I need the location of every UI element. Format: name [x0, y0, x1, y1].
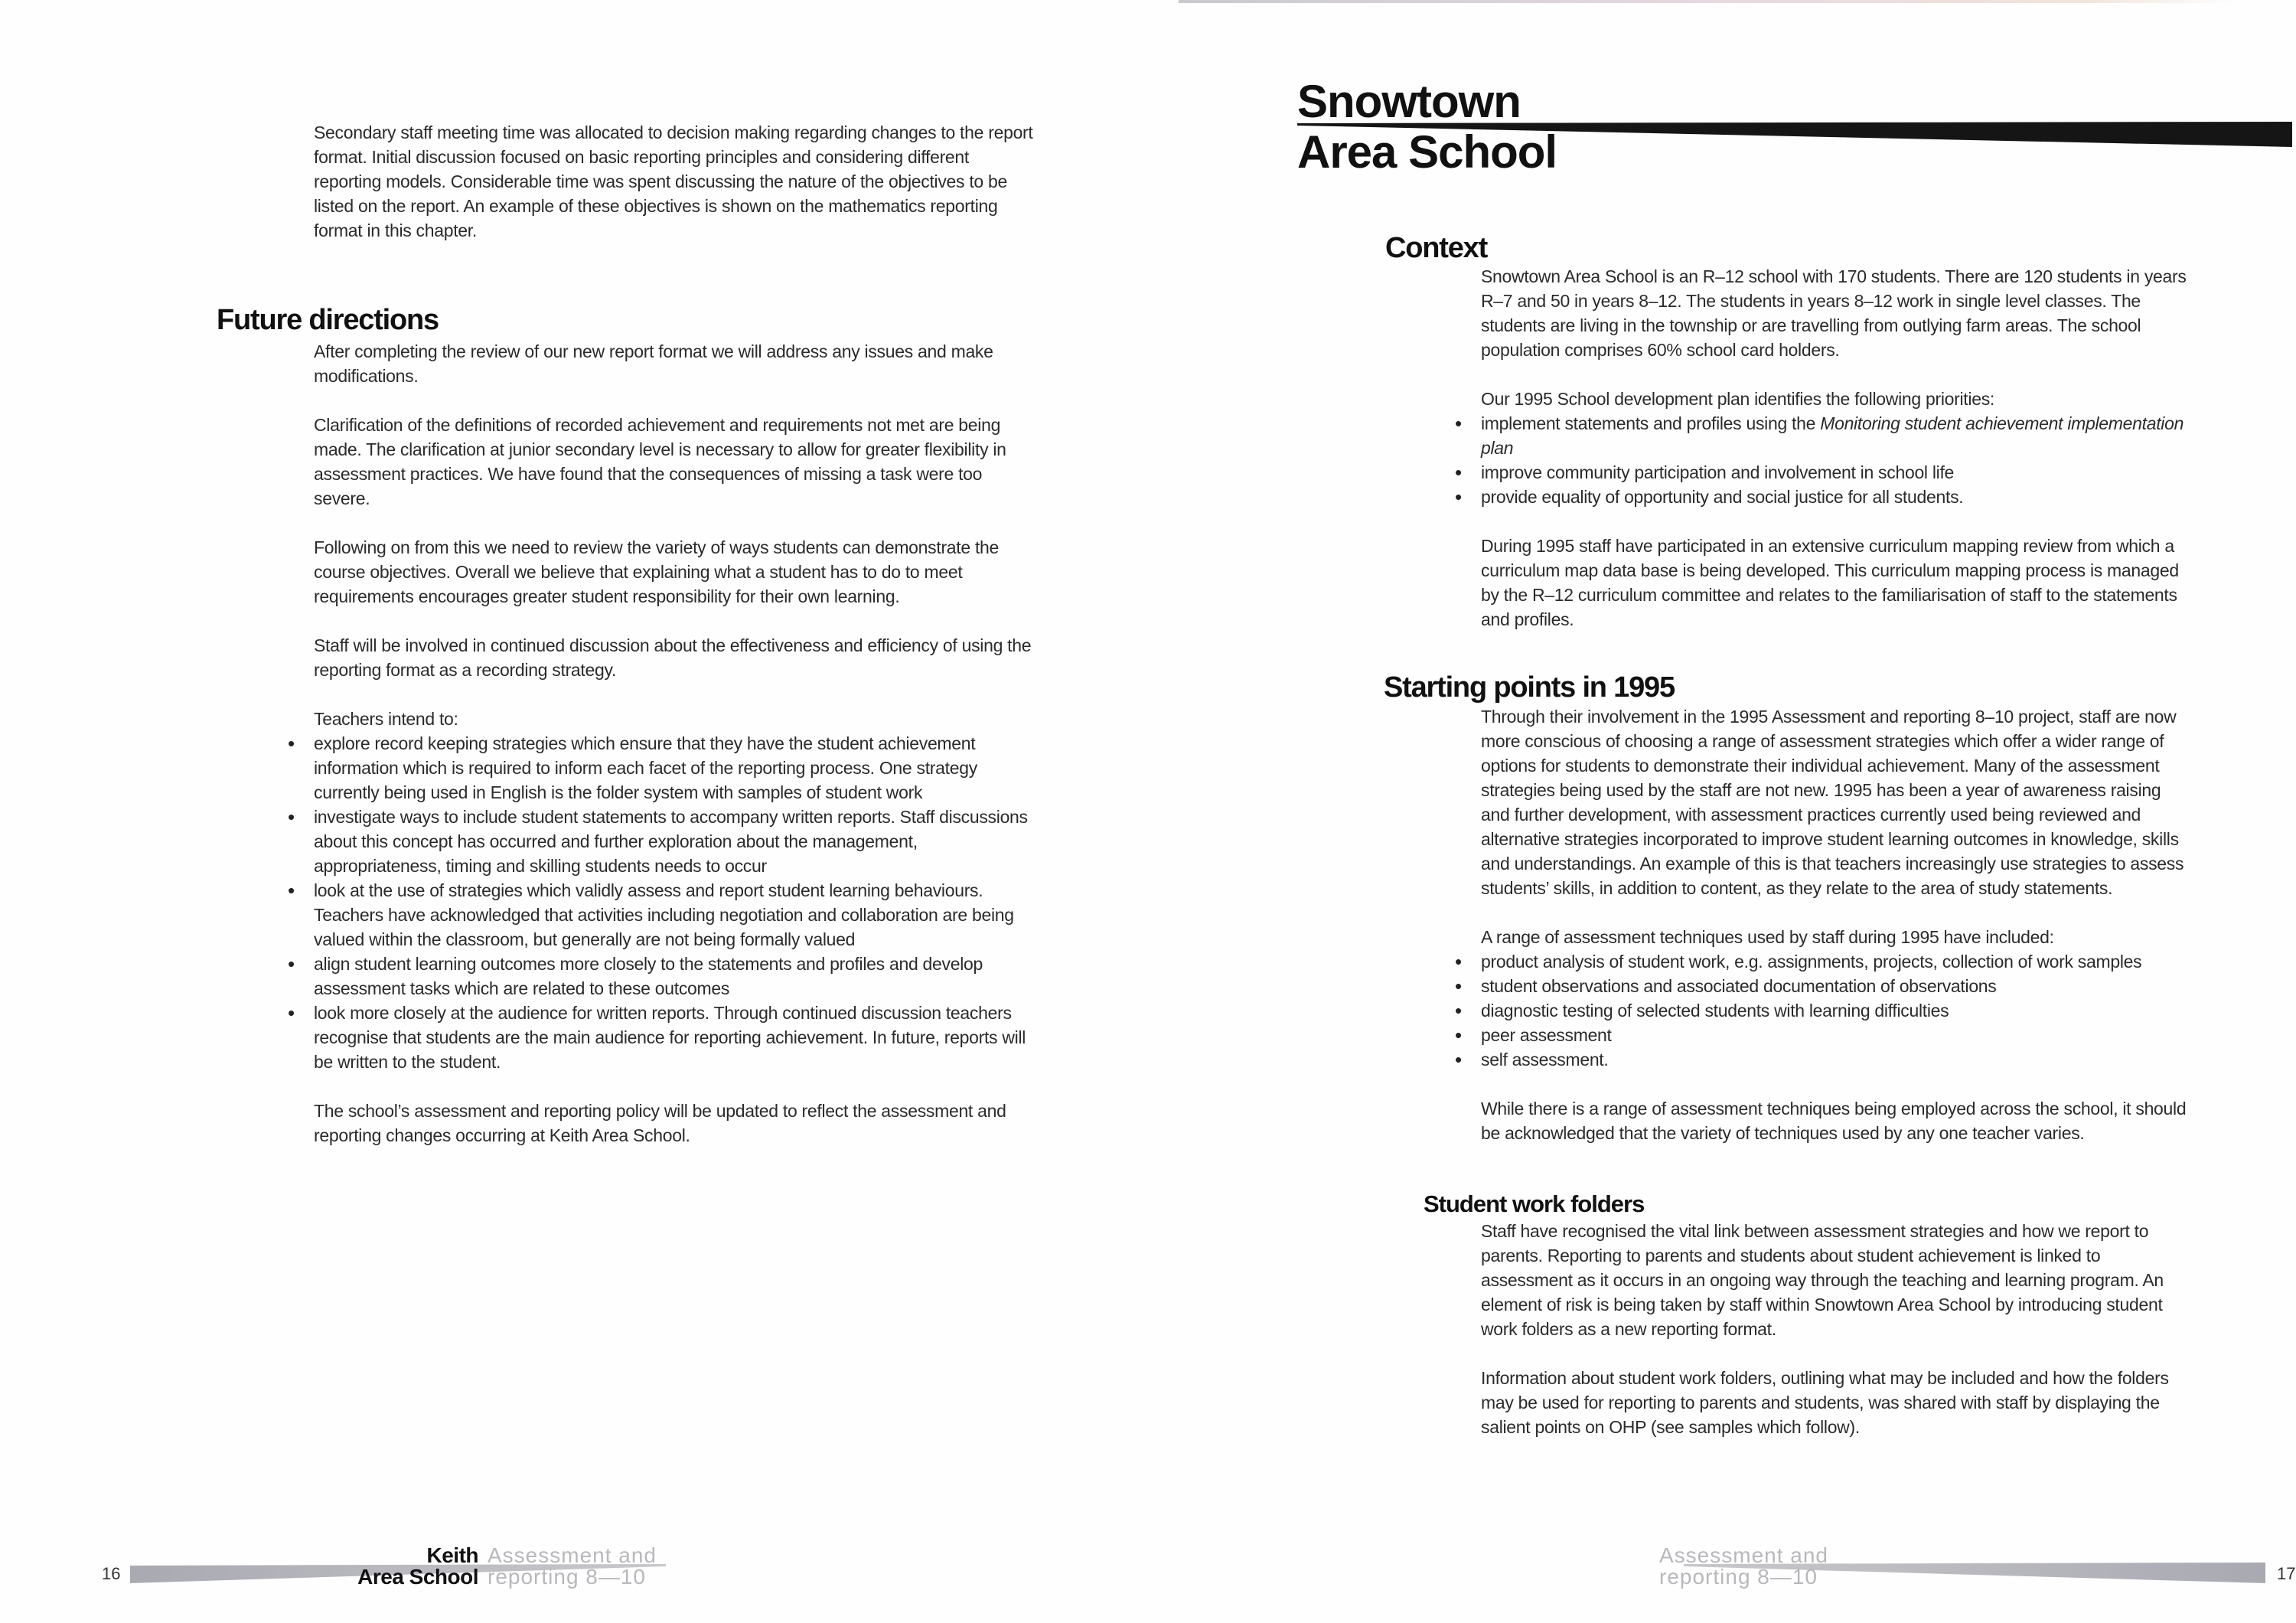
page-number: 16 — [102, 1564, 121, 1583]
future-directions-body — [314, 339, 1033, 1172]
techniques-list — [1481, 949, 2189, 1072]
paragraph: Staff have recognised the vital link between assessment strategies and how we report to parents. Reporting to parents and students about student achievement is linked to assessment as it occurs in an ongoing way through the teaching and learning program. An element of risk is being taken by staff within Snowtown Area School by introducing student work folders as a new reporting format. — [1481, 1221, 2164, 1339]
list-item: • diagnostic testing of selected students with learning difficulties — [1481, 998, 2189, 1023]
paragraph: During 1995 staff have participated in an extensive curriculum mapping review from which a curriculum map data base is being developed. This curriculum mapping process is managed by the R–12 curriculum committee and relates to the familiarisation of staff to the statements and profiles. — [1481, 536, 2179, 629]
footer-series-line1: Assessment and — [488, 1543, 657, 1567]
intro-block — [314, 120, 1033, 243]
school-title — [1297, 77, 1557, 178]
footer-series-title — [1659, 1545, 1858, 1588]
teachers-intend-list — [314, 731, 1033, 1074]
footer-school-name — [321, 1545, 478, 1588]
footer-school-line1: Keith — [426, 1543, 478, 1567]
paragraph: Information about student work folders, outlining what may be included and how the folders may be used for reporting to parents and students, was shared with staff by displaying the salient points on OHP (see samples which follow). — [1481, 1368, 2169, 1437]
context-body — [1481, 264, 2189, 632]
section-heading-future-directions: Future directions — [217, 304, 439, 336]
footer-series-line1: Assessment and — [1659, 1543, 1828, 1567]
footer-school-line2: Area School — [357, 1565, 478, 1589]
list-item: • product analysis of student work, e.g. assignments, projects, collection of work samples — [1481, 949, 2189, 974]
school-title-line1: Snowtown — [1297, 76, 1521, 127]
priority-italic-title: Monitoring student achievement implementation plan — [1481, 413, 2184, 458]
list-item: • self assessment. — [1481, 1047, 2189, 1072]
student-work-folders-body — [1481, 1219, 2189, 1439]
list-intro: Teachers intend to: — [314, 709, 458, 729]
list-item: • peer assessment — [1481, 1023, 2189, 1047]
section-heading-context: Context — [1385, 232, 1488, 264]
priority-text: implement statements and profiles using the — [1481, 413, 1821, 433]
list-item: • align student learning outcomes more closely to the statements and profiles and develop assessment tasks which are related to these outcomes — [314, 952, 1033, 1001]
paragraph: While there is a range of assessment techniques being employed across the school, it should be acknowledged that the variety of techniques used by any one teacher varies. — [1481, 1099, 2187, 1143]
footer-series-line2: reporting 8—10 — [1659, 1565, 1818, 1589]
subsection-heading-student-work-folders: Student work folders — [1424, 1190, 1645, 1217]
footer-series-line2: reporting 8—10 — [488, 1565, 647, 1589]
list-item: • provide equality of opportunity and social justice for all students. — [1481, 485, 2189, 509]
list-item: • improve community participation and involvement in school life — [1481, 460, 2189, 485]
paragraph: Through their involvement in the 1995 Assessment and reporting 8–10 project, staff are now more conscious of choosing a range of assessment strategies which offer a wider range of options for students to demonstrate their individual achievement. Many of the assessment strategies being used by the staff are not new. 1995 has been a year of awareness raising and further development, with assessment practices currently used being reviewed and alternative strategies incorporated to improve student learning outcomes in knowledge, skills and understandings. An example of this is that teachers increasingly use strategies to assess students’ skills, in addition to content, as they relate to the area of study statements. — [1481, 707, 2184, 898]
list-item — [1481, 411, 2189, 460]
right-page — [1148, 0, 2296, 1623]
paragraph: Clarification of the definitions of recorded achievement and requirements not met are being made. The clarification at junior secondary level is necessary to allow for greater flexibility in assessment practices. We have found that the consequences of missing a task were too severe. — [314, 415, 1006, 508]
paragraph: Snowtown Area School is an R–12 school with 170 students. There are 120 students in years R–7 and 50 in years 8–12. The students in years 8–12 work in single level classes. The students are living in the township or are travelling from outlying farm areas. The school population comprises 60% school card holders. — [1481, 266, 2187, 360]
priorities-intro: Our 1995 School development plan identifies the following priorities: — [1481, 389, 1994, 409]
list-item: • investigate ways to include student statements to accompany written reports. Staff discussions about this concept has occurred and further exploration about the management, appropriateness, timing and skilling students needs to occur — [314, 805, 1033, 878]
list-item: • look more closely at the audience for written reports. Through continued discussion teachers recognise that students are the main audience for reporting achievement. In future, reports will be written to the student. — [314, 1001, 1033, 1074]
paragraph: Following on from this we need to review the variety of ways students can demonstrate the course objectives. Overall we believe that explaining what a student has to do to meet requirements encourages greater student responsibility for their own learning. — [314, 537, 1000, 606]
paragraph: After completing the review of our new report format we will address any issues and make modifications. — [314, 341, 993, 386]
list-item: • student observations and associated documentation of observations — [1481, 974, 2189, 998]
priorities-list — [1481, 411, 2189, 509]
list-item: • explore record keeping strategies which ensure that they have the student achievement information which is required to inform each facet of the reporting process. One strategy currently being used in English is the folder system with samples of student work — [314, 731, 1033, 805]
paragraph: Staff will be involved in continued discussion about the effectiveness and efficiency of using the reporting format as a recording strategy. — [314, 635, 1032, 680]
closing-paragraph: The school’s assessment and reporting policy will be updated to reflect the assessment and reporting changes occurring at Keith Area School. — [314, 1101, 1006, 1145]
footer-series-title — [488, 1545, 687, 1588]
intro-paragraph: Secondary staff meeting time was allocated to decision making regarding changes to the report format. Initial discussion focused on basic reporting principles and considering different reporting models. Considerable time was spent discussing the nature of the objectives to be listed on the report. An example of these objectives is shown on the mathematics reporting format in this chapter. — [314, 122, 1033, 240]
list-item: • look at the use of strategies which validly assess and report student learning behaviours. Teachers have acknowledged that activities including negotiation and collaboration are being valued within the classroom, but generally are not being formally valued — [314, 878, 1033, 952]
school-title-line2: Area School — [1297, 126, 1557, 178]
starting-points-body — [1481, 704, 2189, 1145]
page-number: 17 — [2277, 1564, 2296, 1583]
section-heading-starting-points: Starting points in 1995 — [1384, 671, 1675, 704]
techniques-intro: A range of assessment techniques used by staff during 1995 have included: — [1481, 927, 2054, 947]
